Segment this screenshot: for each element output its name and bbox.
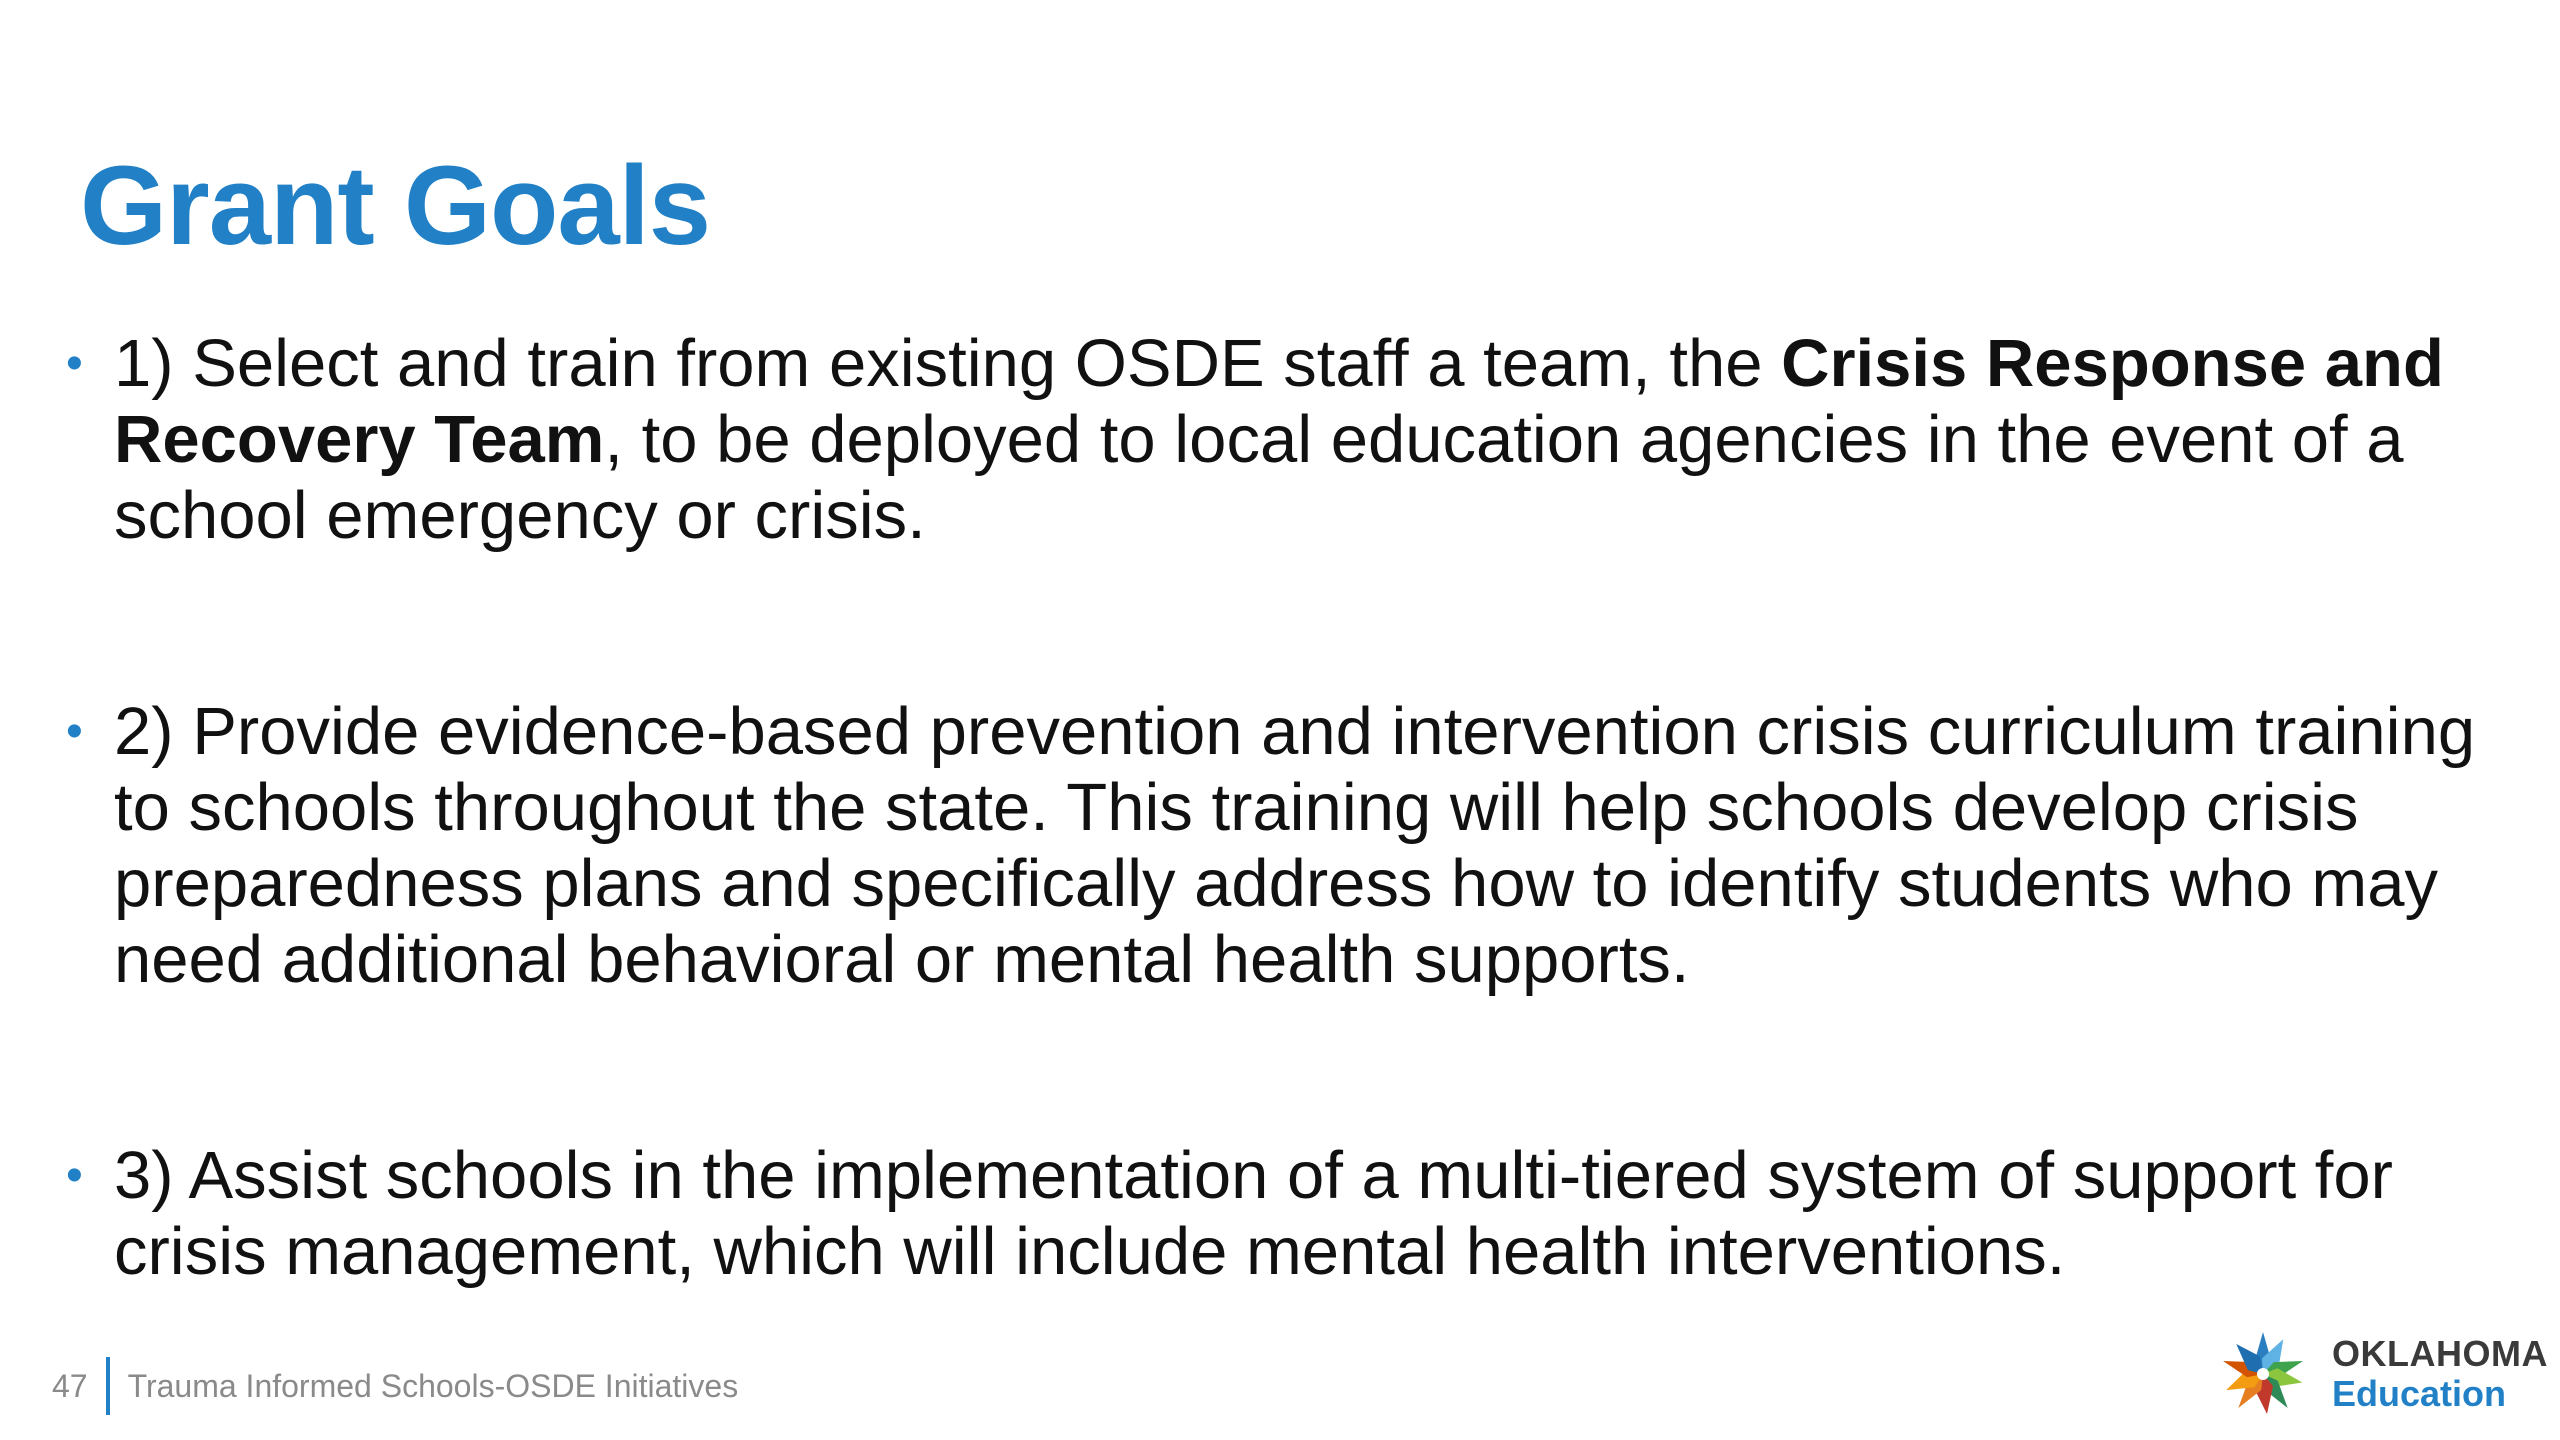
bullet-list bbox=[66, 326, 2536, 1290]
bullet-marker: • bbox=[66, 1149, 83, 1202]
footer-caption: Trauma Informed Schools-OSDE Initiatives bbox=[127, 1367, 739, 1404]
bullet-text-before: 1) Select and train from existing OSDE staff a team, the bbox=[114, 326, 1782, 401]
logo-line-oklahoma: OKLAHOMA bbox=[2332, 1333, 2548, 1374]
bullet-marker: • bbox=[66, 705, 83, 758]
slide-footer bbox=[52, 1356, 738, 1416]
bullet-text-after: , to be deployed to local education agencies in the event of a school emergency or crisis. bbox=[114, 402, 2404, 553]
bullet-text: 2) Provide evidence-based prevention and intervention crisis curriculum training to schools throughout the state. This training will help schools develop crisis preparedness plans and specifically address how to identify students who may need additional behavioral or mental health supports. bbox=[114, 694, 2476, 997]
logo-line-education: Education bbox=[2332, 1373, 2507, 1414]
bullet-text: 3) Assist schools in the implementation of a multi-tiered system of support for crisis management, which will include mental health interventions. bbox=[114, 1138, 2393, 1289]
footer-divider bbox=[106, 1357, 110, 1415]
slide-title: Grant Goals bbox=[80, 143, 711, 268]
oklahoma-education-logo bbox=[2208, 1316, 2548, 1432]
bullet-item-2 bbox=[66, 694, 2536, 998]
oklahoma-education-star-logo-icon bbox=[2208, 1319, 2318, 1429]
bullet-text-bold: Crisis Response and Recovery Team bbox=[114, 326, 2444, 477]
bullet-marker: • bbox=[66, 337, 83, 390]
bullet-item-1 bbox=[66, 326, 2536, 554]
logo-wordmark bbox=[2332, 1333, 2548, 1414]
bullet-item-3 bbox=[66, 1138, 2536, 1290]
page-number: 47 bbox=[52, 1367, 88, 1404]
